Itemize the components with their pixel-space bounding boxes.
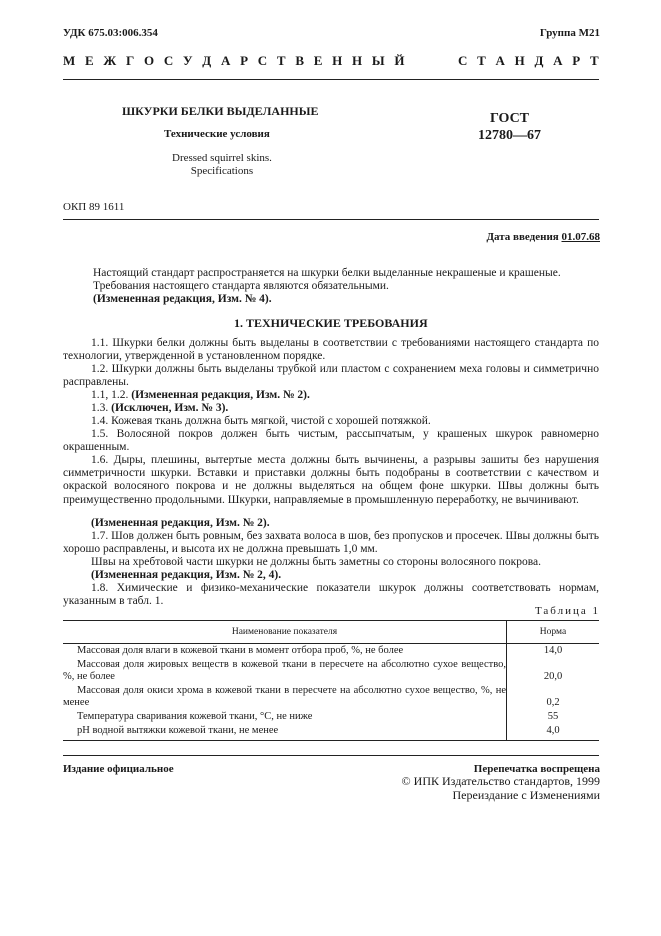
english-title-line: Specifications	[190, 165, 254, 177]
heading-letter: А	[220, 53, 231, 68]
reprint-prohibited: Перепечатка воспрещена	[473, 763, 600, 775]
table-cell-indicator: Массовая доля окиси хрома в кожевой ткани в пересчете на абсолютно сухое вещество, %, не менее	[63, 685, 506, 708]
gost-number: 12780—67	[478, 128, 541, 143]
okp-code: ОКП 89 1611	[63, 201, 125, 213]
paragraph-1-2	[63, 363, 599, 389]
heading-letter: Т	[477, 53, 486, 68]
table-cell-norm: 0,2	[507, 684, 600, 710]
official-edition: Издание официальное	[63, 763, 174, 775]
paragraph-text: 1.4. Кожевая ткань должна быть мягкой, чистой с хорошей потяжкой.	[91, 415, 431, 427]
table-cell-norm: 4,0	[507, 724, 600, 741]
table-row	[63, 658, 599, 684]
table-cell-indicator: pH водной вытяжки кожевой ткани, не менее	[63, 724, 507, 741]
table-cell-indicator: Массовая доля влаги в кожевой ткани в момент отбора проб, %, не более	[77, 645, 404, 656]
paragraph-text: 1.5. Волосяной покров должен быть чистым, рассыпчатым, у крашеных шкурок равномерно окрашенным.	[63, 428, 599, 454]
table-header-row	[63, 621, 599, 644]
heading-letter: Н	[514, 53, 525, 68]
paragraph-1-3	[63, 402, 599, 415]
paragraph-1-1-1-2-amend	[63, 389, 599, 402]
heading-letter: Ж	[103, 53, 117, 68]
english-title-line: Dressed squirrel skins.	[172, 152, 272, 164]
paragraph-1-8	[63, 582, 599, 608]
heading-letter: Н	[352, 53, 363, 68]
intro-line: Требования настоящего стандарта являются обязательными.	[93, 280, 389, 292]
table-row	[63, 710, 599, 724]
heading-letter: Е	[85, 53, 94, 68]
paragraph-amendment: (Измененная редакция, Изм. № 2).	[91, 517, 270, 529]
heading-letter: А	[495, 53, 505, 68]
heading-letter: Е	[313, 53, 323, 68]
column-header-indicator: Наименование показателя	[63, 621, 507, 644]
table-cell-norm: 55	[507, 710, 600, 724]
heading-letter: С	[163, 53, 174, 68]
interstate-standard-heading	[63, 53, 599, 69]
paragraph-1-7	[63, 530, 599, 556]
column-header-norm: Норма	[507, 621, 600, 644]
copyright-notice: © ИПК Издательство стандартов, 1999	[401, 774, 600, 788]
paragraph-number: 1.3.	[91, 402, 112, 414]
norms-table	[63, 620, 599, 741]
heading-letter: С	[257, 53, 268, 68]
paragraph-amendment: (Измененная редакция, Изм. № 2, 4).	[91, 569, 282, 581]
heading-letter: Н	[332, 53, 343, 68]
footer-rule	[63, 755, 599, 756]
heading-letter: Г	[126, 53, 135, 68]
gost-designation	[478, 110, 541, 144]
heading-letter: Т	[276, 53, 286, 68]
heading-letter: Т	[589, 53, 599, 68]
heading-letter: Д	[534, 53, 544, 68]
heading-letter: О	[144, 53, 155, 68]
paragraph-1-5	[63, 428, 599, 454]
heading-letter: М	[63, 53, 76, 68]
standard-subtitle: Технические условия	[164, 128, 270, 140]
paragraph-text: 1.8. Химические и физико-механические показатели шкурок должны соответствовать нормам, указанным в табл. 1.	[63, 582, 599, 608]
paragraph-1-6	[63, 454, 599, 507]
paragraph-text: 1.6. Дыры, плешины, вытертые места должны быть вычинены, а разрывы зашиты без нарушения симметричности шкурки. Вставки и приставки должны быть подобраны в соответствии с качеством и окраской волосяного покрова и не должны выделяться на общем фоне шкурки. Швы должны быть преимущественно продольными. Шкурки, направляемые в промышленную переработку, не вычинивают.	[63, 454, 599, 506]
heading-gap	[414, 53, 448, 69]
reissue-note: Переиздание с Изменениями	[452, 788, 600, 802]
gost-label: ГОСТ	[489, 111, 530, 126]
heading-letter: У	[183, 53, 193, 68]
paragraph-text: 1.7. Шов должен быть ровным, без захвата волоса в шов, без пропусков и просечек. Швы должны быть хорошо расправлены, и высота их не должна превышать 1,0 мм.	[63, 530, 599, 556]
standard-title: ШКУРКИ БЕЛКИ ВЫДЕЛАННЫЕ	[122, 104, 319, 118]
header-rule	[63, 79, 599, 80]
table-row	[63, 684, 599, 710]
heading-letter: В	[295, 53, 304, 68]
paragraph-1-4	[63, 415, 599, 428]
paragraph-text: 1.1. Шкурки белки должны быть выделаны в соответствии с требованиями настоящего стандарта по технологии, утвержденной в установленном порядке.	[63, 337, 599, 363]
table-row	[63, 724, 599, 741]
introduction-date-label: Дата введения	[486, 231, 562, 243]
intro-text	[93, 267, 599, 306]
section-title: 1. ТЕХНИЧЕСКИЕ ТРЕБОВАНИЯ	[234, 316, 428, 330]
paragraph-amendment: (Измененная редакция, Изм. № 2).	[131, 389, 310, 401]
udk-code: УДК 675.03:006.354	[63, 27, 158, 39]
heading-letter: Д	[202, 53, 212, 68]
heading-letter: Ы	[371, 53, 385, 68]
table-cell-indicator: Массовая доля жировых веществ в кожевой ткани в пересчете на абсолютно сухое вещество, %, не более	[63, 659, 506, 682]
table-cell-norm: 20,0	[507, 658, 600, 684]
paragraph-1-7-amend	[63, 569, 599, 582]
heading-letter: С	[457, 53, 468, 68]
paragraph-1-7-seams	[63, 556, 599, 569]
heading-letter: А	[553, 53, 563, 68]
paragraph-1-1	[63, 337, 599, 363]
heading-letter: Р	[240, 53, 249, 68]
paragraph-text: 1.2. Шкурки должны быть выделаны трубкой или пластом с сохранением меха головы и симметрично расправлены.	[63, 363, 599, 389]
heading-letter: Й	[394, 53, 405, 68]
group-code: Группа М21	[539, 27, 600, 39]
paragraph-text: Швы на хребтовой части шкурки не должны быть заметны со стороны волосяного покрова.	[91, 556, 542, 568]
table-cell-norm: 14,0	[507, 644, 600, 659]
table-cell-indicator: Температура сваривания кожевой ткани, °С, не ниже	[77, 711, 313, 722]
paragraph-1-6-amend	[63, 517, 599, 530]
intro-amendment: (Измененная редакция, Изм. № 4).	[93, 293, 272, 305]
intro-line: Настоящий стандарт распространяется на шкурки белки выделанные некрашеные и крашеные.	[93, 267, 561, 279]
introduction-date-value: 01.07.68	[561, 231, 600, 243]
paragraph-amendment: (Исключен, Изм. № 3).	[111, 402, 229, 414]
paragraph-number: 1.1, 1.2.	[91, 389, 132, 401]
english-title	[172, 152, 272, 178]
introduction-date	[486, 231, 600, 243]
heading-letter: Р	[572, 53, 581, 68]
table-row	[63, 644, 599, 659]
table-caption: Таблица 1	[534, 605, 600, 617]
okp-rule	[63, 219, 599, 220]
